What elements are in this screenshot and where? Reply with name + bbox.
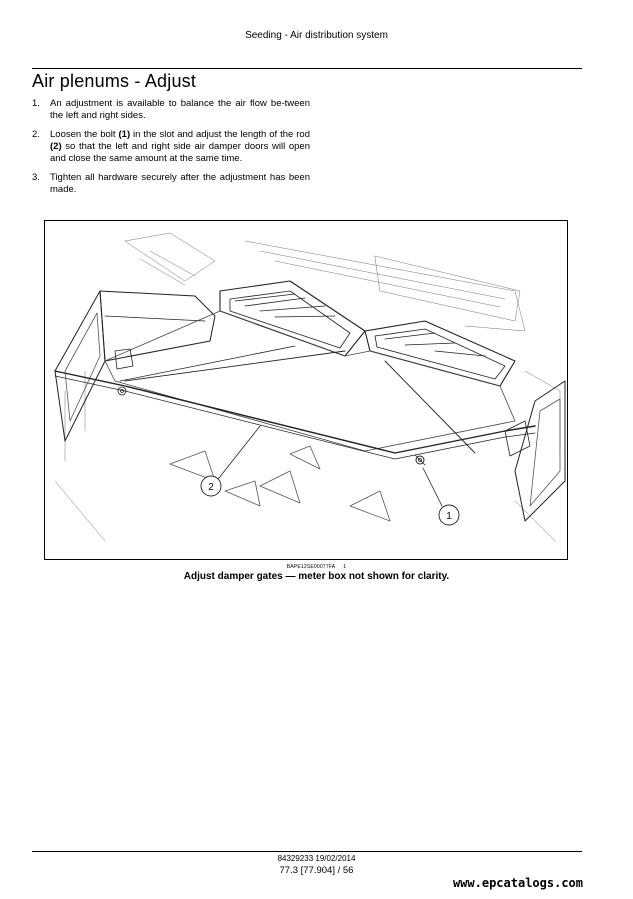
step-item: [32, 98, 310, 122]
step-item: [32, 129, 310, 165]
step-number: 1.: [32, 98, 40, 109]
callout-label-2: 2: [208, 482, 214, 493]
figure-code: [0, 564, 633, 570]
callout-ref-1: (1): [118, 129, 131, 140]
figure-caption: Adjust damper gates — meter box not shown for clarity.: [183, 571, 450, 582]
step-number: 3.: [32, 172, 40, 183]
step-text-part: so that the left and right side air damper doors will open and close the same amount at the same time.: [50, 141, 310, 164]
callout-label-1: 1: [446, 511, 452, 522]
plenum-drawing: [45, 221, 567, 559]
header-rule: [32, 68, 582, 69]
watermark: www.epcatalogs.com: [452, 876, 583, 890]
step-text-part: in the slot and adjust the length of the rod: [130, 129, 310, 140]
step-text: [50, 129, 310, 164]
step-text: Tighten all hardware securely after the adjustment has been made.: [50, 172, 310, 195]
procedure-steps: [32, 98, 310, 203]
section-header: Seeding - Air distribution system: [245, 30, 388, 41]
step-item: [32, 172, 310, 196]
callout-ref-2: (2): [50, 141, 62, 152]
footer-document-id: 84329233 19/02/2014: [277, 854, 356, 863]
step-text: An adjustment is available to balance the air flow be-tween the left and right sides.: [50, 98, 310, 121]
technical-illustration: [44, 220, 568, 560]
page-title: Air plenums - Adjust: [32, 71, 197, 91]
step-text-part: Loosen the bolt: [50, 129, 119, 140]
figure-code-index: 1: [343, 564, 347, 570]
step-number: 2.: [32, 129, 40, 140]
figure-code-id: BAPE12SE00077FA: [286, 564, 336, 570]
footer-page-number: 77.3 [77.904] / 56: [279, 865, 354, 876]
footer-rule: [32, 851, 582, 852]
